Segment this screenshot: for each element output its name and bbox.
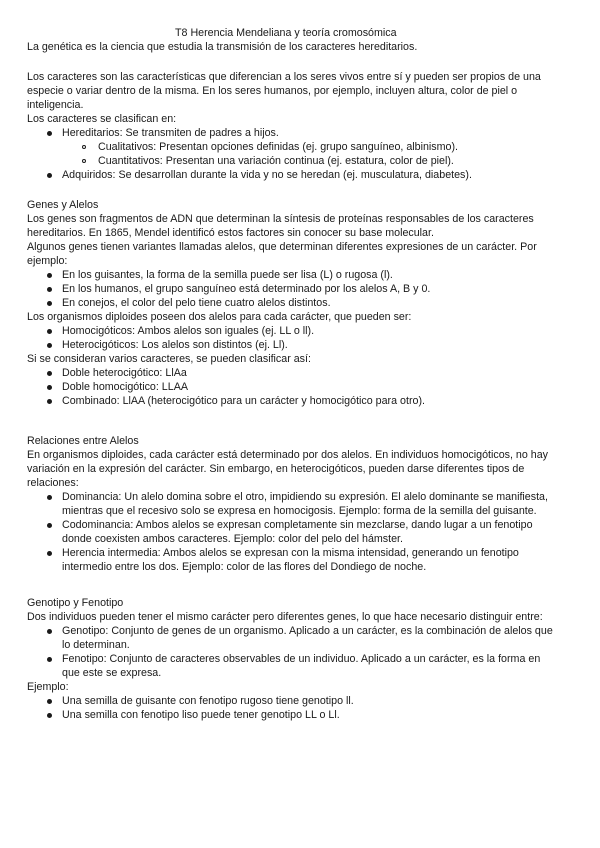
bullet-icon bbox=[47, 523, 52, 528]
bullet-icon bbox=[47, 629, 52, 634]
bullet-icon bbox=[47, 173, 52, 178]
genotipo-line: Dos individuos pueden tener el mismo carácter pero diferentes genes, lo que hace necesario distinguir entre: bbox=[27, 611, 543, 623]
list-item: Hereditarios: Se transmiten de padres a hijos. bbox=[62, 127, 279, 139]
list-item-continuation: donde coexisten ambos caracteres. Ejemplo: color del pelo del hámster. bbox=[62, 533, 403, 545]
genes-line: Si se consideran varios caracteres, se pueden clasificar así: bbox=[27, 353, 311, 365]
list-item-continuation: mientras que el recesivo solo se expresa en homocigosis. Ejemplo: forma de la semilla del guisante. bbox=[62, 505, 537, 517]
caracteres-line: inteligencia. bbox=[27, 99, 84, 111]
caracteres-line: Los caracteres se clasifican en: bbox=[27, 113, 177, 125]
bullet-icon bbox=[47, 329, 52, 334]
list-item: Cuantitativos: Presentan una variación continua (ej. estatura, color de piel). bbox=[98, 155, 454, 167]
list-item: Combinado: LlAA (heterocigótico para un carácter y homocigótico para otro). bbox=[62, 395, 425, 407]
genes-line: Los organismos diploides poseen dos alelos para cada carácter, que pueden ser: bbox=[27, 311, 412, 323]
bullet-icon bbox=[47, 713, 52, 718]
genes-line: Algunos genes tienen variantes llamadas alelos, que determinan diferentes expresiones de un carácter. Por bbox=[27, 241, 537, 253]
list-item: En los guisantes, la forma de la semilla puede ser lisa (L) o rugosa (l). bbox=[62, 269, 393, 281]
section-heading: Relaciones entre Alelos bbox=[27, 435, 139, 447]
list-item: Cualitativos: Presentan opciones definidas (ej. grupo sanguíneo, albinismo). bbox=[98, 141, 459, 153]
circle-bullet-icon bbox=[82, 145, 86, 149]
list-item: Homocigóticos: Ambos alelos son iguales (ej. LL o ll). bbox=[62, 325, 315, 337]
list-item-continuation: lo determinan. bbox=[62, 639, 130, 651]
list-item: Genotipo: Conjunto de genes de un organismo. Aplicado a un carácter, es la combinación de alelos que bbox=[62, 625, 553, 637]
list-item: Adquiridos: Se desarrollan durante la vida y no se heredan (ej. musculatura, diabetes). bbox=[62, 169, 472, 181]
list-item: Una semilla de guisante con fenotipo rugoso tiene genotipo ll. bbox=[62, 695, 354, 707]
list-item: Heterocigóticos: Los alelos son distintos (ej. Ll). bbox=[62, 339, 288, 351]
list-item: Una semilla con fenotipo liso puede tener genotipo LL o Ll. bbox=[62, 709, 340, 721]
caracteres-line: especie o variar dentro de la misma. En los seres humanos, por ejemplo, incluyen altura, color de piel o bbox=[27, 85, 518, 97]
relaciones-line: En organismos diploides, cada carácter está determinado por dos alelos. En individuos homocigóticos, no hay bbox=[27, 449, 549, 461]
caracteres-line: Los caracteres son las características que diferencian a los seres vivos entre sí y pueden ser propios de una bbox=[27, 71, 541, 83]
list-item: En los humanos, el grupo sanguíneo está determinado por los alelos A, B y 0. bbox=[62, 283, 431, 295]
genes-line: hereditarios. En 1865, Mendel identificó estos factores sin conocer su base molecular. bbox=[27, 227, 434, 239]
page-title: T8 Herencia Mendeliana y teoría cromosómica bbox=[175, 27, 397, 39]
bullet-icon bbox=[47, 399, 52, 404]
bullet-icon bbox=[47, 371, 52, 376]
bullet-icon bbox=[47, 287, 52, 292]
bullet-icon bbox=[47, 385, 52, 390]
list-item: Herencia intermedia: Ambos alelos se expresan con la misma intensidad, generando un fenotipo bbox=[62, 547, 519, 559]
bullet-icon bbox=[47, 699, 52, 704]
bullet-icon bbox=[47, 273, 52, 278]
genotipo-line: Ejemplo: bbox=[27, 681, 69, 693]
list-item: Doble heterocigótico: LlAa bbox=[62, 367, 187, 379]
circle-bullet-icon bbox=[82, 159, 86, 163]
section-heading: Genotipo y Fenotipo bbox=[27, 597, 124, 609]
list-item: En conejos, el color del pelo tiene cuatro alelos distintos. bbox=[62, 297, 331, 309]
bullet-icon bbox=[47, 343, 52, 348]
relaciones-line: relaciones: bbox=[27, 477, 79, 489]
section-heading: Genes y Alelos bbox=[27, 199, 99, 211]
bullet-icon bbox=[47, 495, 52, 500]
relaciones-line: variación en la expresión del carácter. Sin embargo, en heterocigóticos, pueden darse diferentes tipos de bbox=[27, 463, 525, 475]
bullet-icon bbox=[47, 131, 52, 136]
intro-line: La genética es la ciencia que estudia la transmisión de los caracteres hereditarios. bbox=[27, 41, 418, 53]
bullet-icon bbox=[47, 551, 52, 556]
list-item: Codominancia: Ambos alelos se expresan completamente sin mezclarse, dando lugar a un fenotipo bbox=[62, 519, 533, 531]
bullet-icon bbox=[47, 657, 52, 662]
list-item: Dominancia: Un alelo domina sobre el otro, impidiendo su expresión. El alelo dominante se manifiesta, bbox=[62, 491, 548, 503]
list-item: Doble homocigótico: LLAA bbox=[62, 381, 188, 393]
list-item: Fenotipo: Conjunto de caracteres observables de un individuo. Aplicado a un carácter, es la forma en bbox=[62, 653, 541, 665]
genes-line: ejemplo: bbox=[27, 255, 68, 267]
bullet-icon bbox=[47, 301, 52, 306]
genes-line: Los genes son fragmentos de ADN que determinan la síntesis de proteínas responsables de los caracteres bbox=[27, 213, 534, 225]
list-item-continuation: que este se expresa. bbox=[62, 667, 162, 679]
list-item-continuation: intermedio entre los dos. Ejemplo: color de las flores del Dondiego de noche. bbox=[62, 561, 427, 573]
